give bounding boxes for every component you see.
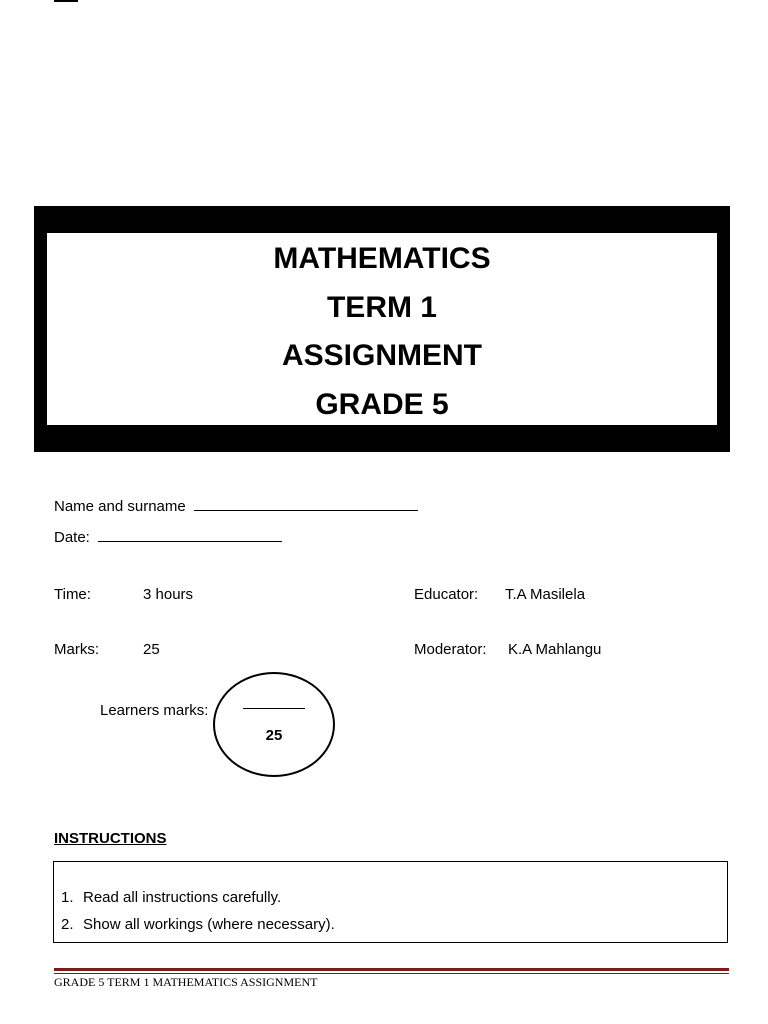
instructions-box xyxy=(53,861,728,943)
instruction-item xyxy=(61,889,281,907)
term-title: TERM 1 xyxy=(326,291,437,324)
moderator-value: K.A Mahlangu xyxy=(508,641,602,658)
moderator-label: Moderator: xyxy=(414,641,487,658)
grade-title: GRADE 5 xyxy=(315,388,449,421)
marks-label: Marks: xyxy=(54,641,99,658)
instruction-number: 2. xyxy=(61,916,74,933)
title-inner xyxy=(47,233,717,425)
footer-rule-thin xyxy=(54,973,729,974)
learners-marks-label: Learners marks: xyxy=(100,702,209,719)
date-field xyxy=(54,529,282,547)
marks-value: 25 xyxy=(143,641,160,658)
title-box xyxy=(34,206,730,452)
learners-marks-circle xyxy=(213,672,335,777)
subject-title: MATHEMATICS xyxy=(273,242,491,275)
assignment-title: ASSIGNMENT xyxy=(281,339,482,372)
time-label: Time: xyxy=(54,586,91,603)
top-margin-mark xyxy=(54,0,78,2)
name-field xyxy=(54,498,418,516)
footer-text: GRADE 5 TERM 1 MATHEMATICS ASSIGNMENT xyxy=(54,975,318,989)
instruction-item xyxy=(61,916,335,934)
date-blank[interactable] xyxy=(98,529,282,542)
name-blank[interactable] xyxy=(194,498,418,511)
footer-rule-thick xyxy=(54,968,729,971)
time-value: 3 hours xyxy=(143,586,194,603)
instruction-text: Read all instructions carefully. xyxy=(83,889,282,906)
educator-label: Educator: xyxy=(414,586,479,603)
name-label: Name and surname xyxy=(54,498,186,515)
learners-marks-blank[interactable] xyxy=(243,708,305,709)
date-label: Date: xyxy=(54,529,90,546)
instruction-number: 1. xyxy=(61,889,74,906)
educator-value: T.A Masilela xyxy=(505,586,586,603)
instructions-heading: INSTRUCTIONS xyxy=(54,830,167,847)
instruction-text: Show all workings (where necessary). xyxy=(83,916,335,933)
learners-marks-total: 25 xyxy=(265,727,283,744)
